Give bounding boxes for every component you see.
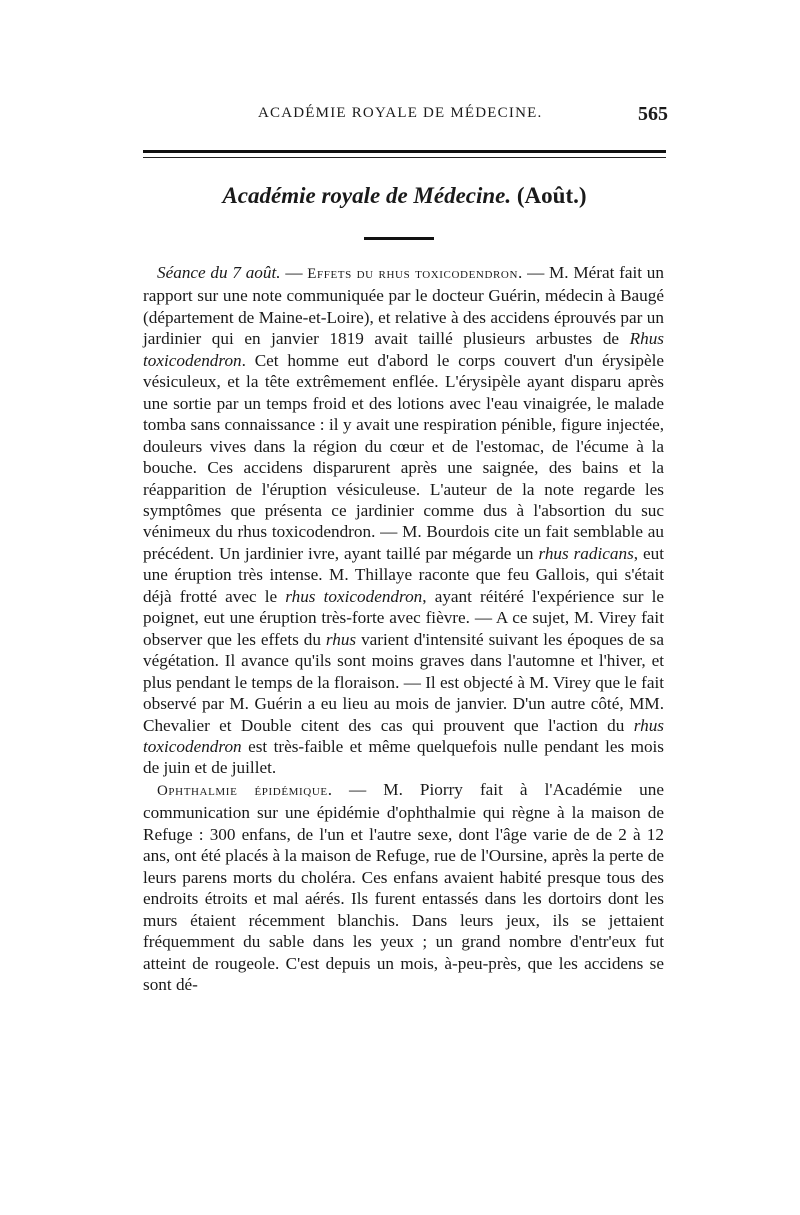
text-span: . Cet homme eut d'abord le corps couvert d'un érysipèle vésiculeux, et la tête extrêmement enflée. L'érysipèle ayant disparu après une sortie par un temps froid et des lotions avec l'eau vinaigrée, le malade tomba sans connaissance : il y avait une respiration pénible, figure injectée, douleurs vives dans la région du cœur et de l'estomac, de l'écume à la bouche. Ces accidens disparurent après une saignée, des bains et la réapparition de l'éruption vésiculeuse. L'auteur de la note regarde les symptômes que présenta ce jardinier comme dus à l'absortion du suc vénimeux du rhus toxicodendron. — M. Bourdois cite un fait semblable au précédent. Un jardinier ivre, ayant taillé par mégarde un: [143, 350, 664, 563]
text-span: . — M. Mérat fait un rapport sur une note communiquée par le docteur Guérin, médecin à Baugé (département de Maine-et-Loire), et relative à des accidens éprouvés par un jardinier qui en janvier 1819 avait taillé plusieurs arbustes de: [143, 263, 664, 349]
section-title: [140, 183, 669, 209]
section-divider: [364, 237, 434, 240]
italic-term: rhus toxicodendron: [143, 715, 664, 756]
italic-term: rhus radicans: [538, 543, 634, 563]
text-span: varient d'intensité suivant les époques de sa végétation. Il avance qu'ils sont moins graves dans l'automne et l'hiver, et plus pendant le temps de la floraison. — Il est objecté à M. Virey que le fait observé par M. Guérin a eu lieu au mois de janvier. D'un autre côté, MM. Chevalier et Double citent des cas qui prouvent que l'action du: [143, 629, 664, 735]
paragraph-ophthalmie: [143, 779, 664, 996]
text-span: , ayant réitéré l'expérience sur le poignet, eut une éruption très-forte avec fièvre. — A ce sujet, M. Virey fait observer que les effets du: [143, 586, 664, 649]
running-header: [258, 103, 668, 127]
text-span: , eut une éruption très intense. M. Thillaye raconte que feu Gallois, qui s'était déjà frotté avec le: [143, 543, 664, 606]
session-date: Séance du 7 août.: [157, 263, 281, 282]
section-title-text: Académie royale de Médecine.: [222, 183, 512, 208]
text-span: —: [280, 263, 308, 282]
section-title-suffix: (Août.): [516, 183, 587, 208]
text-span: . — M. Piorry fait à l'Académie une communication sur une épidémie d'ophthalmie qui règne à la maison de Refuge : 300 enfans, de l'un et l'autre sexe, dont l'âge varie de de 2 à 12 ans, ont été placés à la maison de Refuge, rue de l'Oursine, après la perte de leurs parens morts du choléra. Ces enfans avaient habité presque tous des endroits étroits et mal aérés. Ils furent entassés dans les dortoirs dont les murs étaient récemment blanchis. Dans leurs jeux, ils se jettaient fréquemment du sable dans les yeux ; un grand nombre d'entr'eux fut atteint de rougeole. C'est depuis un mois, à-peu-près, que les accidens se sont dé-: [143, 779, 664, 994]
page-number: 565: [638, 103, 668, 125]
topic-heading-ophthalmie: Ophthalmie épidémique: [157, 782, 328, 799]
paragraph-rhus-toxicodendron: [143, 262, 664, 779]
italic-term: rhus toxicodendron: [285, 586, 423, 606]
topic-heading-rhus: Effets du rhus toxicodendron: [307, 266, 519, 282]
italic-term: rhus: [325, 629, 357, 649]
running-title: ACADÉMIE ROYALE DE MÉDECINE.: [258, 105, 543, 121]
header-rule-thick: [143, 150, 666, 153]
italic-term: Rhus toxicodendron: [143, 329, 664, 370]
text-span: est très-faible et même quelquefois nulle pendant les mois de juin et de juillet.: [143, 736, 664, 778]
article-body: [143, 262, 664, 995]
header-rule-thin: [143, 157, 666, 158]
